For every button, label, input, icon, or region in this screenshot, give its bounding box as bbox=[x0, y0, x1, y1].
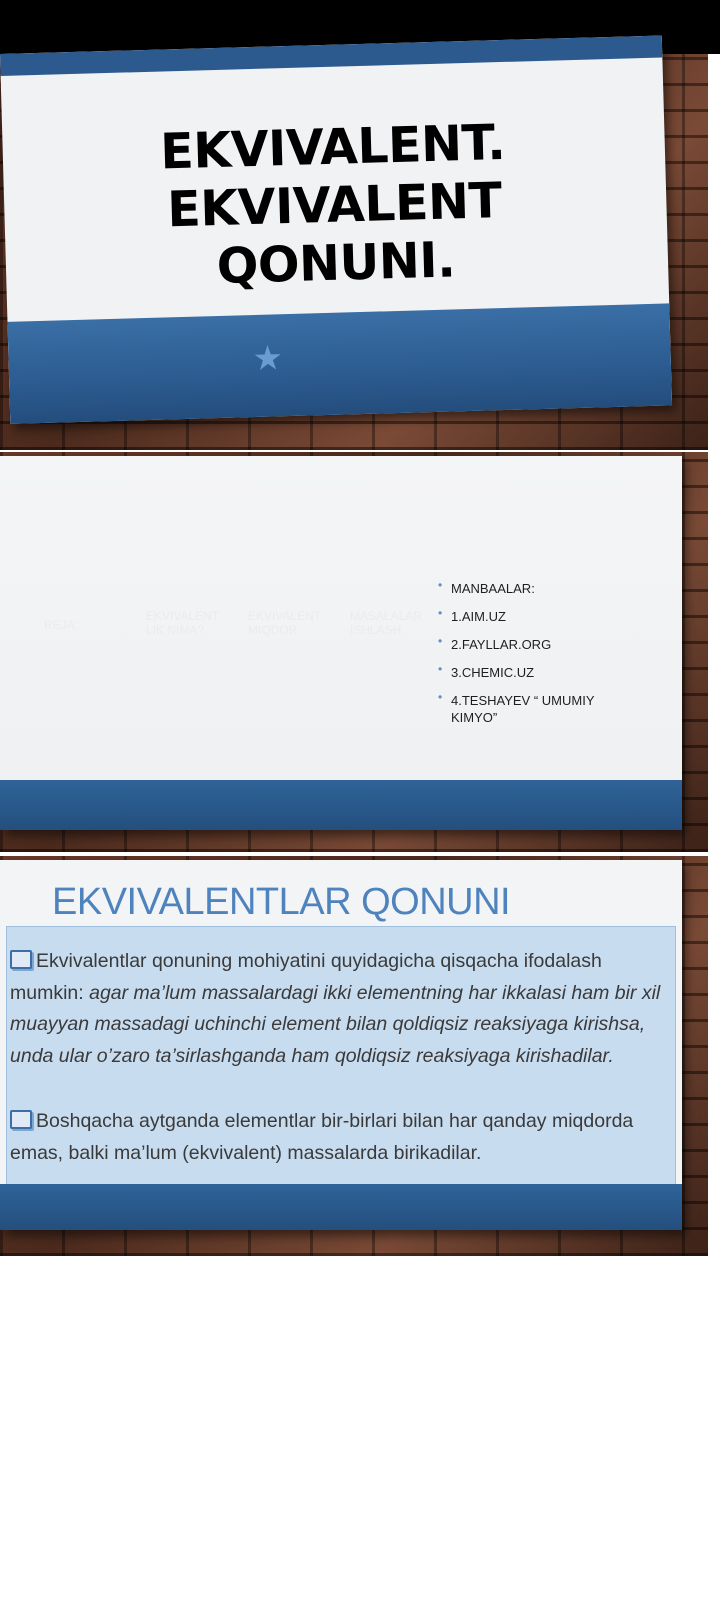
paragraph-2-text: Boshqacha aytganda elementlar bir-birlari bilan har qanday miqdorda emas, balki ma’lum (ekvivalent) massalarda birikadilar. bbox=[10, 1110, 634, 1164]
title-line-1: EKVIVALENT. bbox=[159, 113, 506, 181]
source-1: 1.AIM.UZ bbox=[451, 609, 506, 624]
source-3: 3.CHEMIC.UZ bbox=[451, 665, 535, 680]
plan-item-masalalar: MASALALAR ISHLASH bbox=[350, 609, 423, 637]
list-item: • 3.CHEMIC.UZ bbox=[438, 662, 535, 680]
list-item: • 2.FAYLLAR.ORG bbox=[438, 634, 552, 652]
paragraph-2 bbox=[10, 1106, 670, 1169]
blue-band bbox=[0, 1184, 682, 1230]
list-item: • MANBAALAR: bbox=[438, 578, 535, 596]
source-2: 2.FAYLLAR.ORG bbox=[451, 637, 552, 652]
slide-heading: EKVIVALENTLAR QONUNI bbox=[52, 881, 511, 923]
title-slide[interactable] bbox=[0, 36, 672, 424]
blue-band bbox=[0, 780, 682, 830]
slide-title bbox=[122, 113, 547, 299]
star-icon: ★ bbox=[252, 338, 284, 380]
sources-list bbox=[436, 580, 636, 737]
paragraph-1 bbox=[10, 946, 670, 1072]
source-heading: MANBAALAR: bbox=[451, 581, 535, 596]
blue-band bbox=[7, 303, 672, 423]
square-bullet-icon bbox=[10, 950, 32, 969]
title-line-2: EKVIVALENT bbox=[166, 172, 503, 239]
list-item: • 4.TESHAYEV “ UMUMIY KIMYO” bbox=[438, 690, 595, 725]
square-bullet-icon bbox=[10, 1110, 32, 1129]
plan-item-miqdor: EKVIVALENT MIQDOR bbox=[248, 609, 321, 637]
paragraph-1-italic: agar ma’lum massalardagi ikki elementning har ikkalasi ham bir xil muayyan massadagi uchinchi element bilan qoldiqsiz reaksiyaga kirishsa, unda ular o’zaro ta’sirlashganda ham qoldiqsiz reaksiyaga kirishadilar. bbox=[10, 981, 661, 1067]
law-slide[interactable] bbox=[0, 860, 682, 1230]
paragraph-1-normal: Ekvivalentlar qonuning mohiyatini quyidagicha qisqacha ifodalash mumkin: bbox=[10, 950, 602, 1004]
list-item: • 1.AIM.UZ bbox=[438, 606, 506, 624]
title-line-3: QONUNI. bbox=[215, 231, 456, 296]
plan-slide[interactable] bbox=[0, 456, 682, 830]
plan-item-reja: REJA: bbox=[44, 618, 79, 632]
plan-item-ekvivalentlik: EKVIVALENT LIK NIMA? bbox=[146, 609, 219, 637]
source-4: 4.TESHAYEV “ UMUMIY KIMYO” bbox=[451, 693, 595, 725]
